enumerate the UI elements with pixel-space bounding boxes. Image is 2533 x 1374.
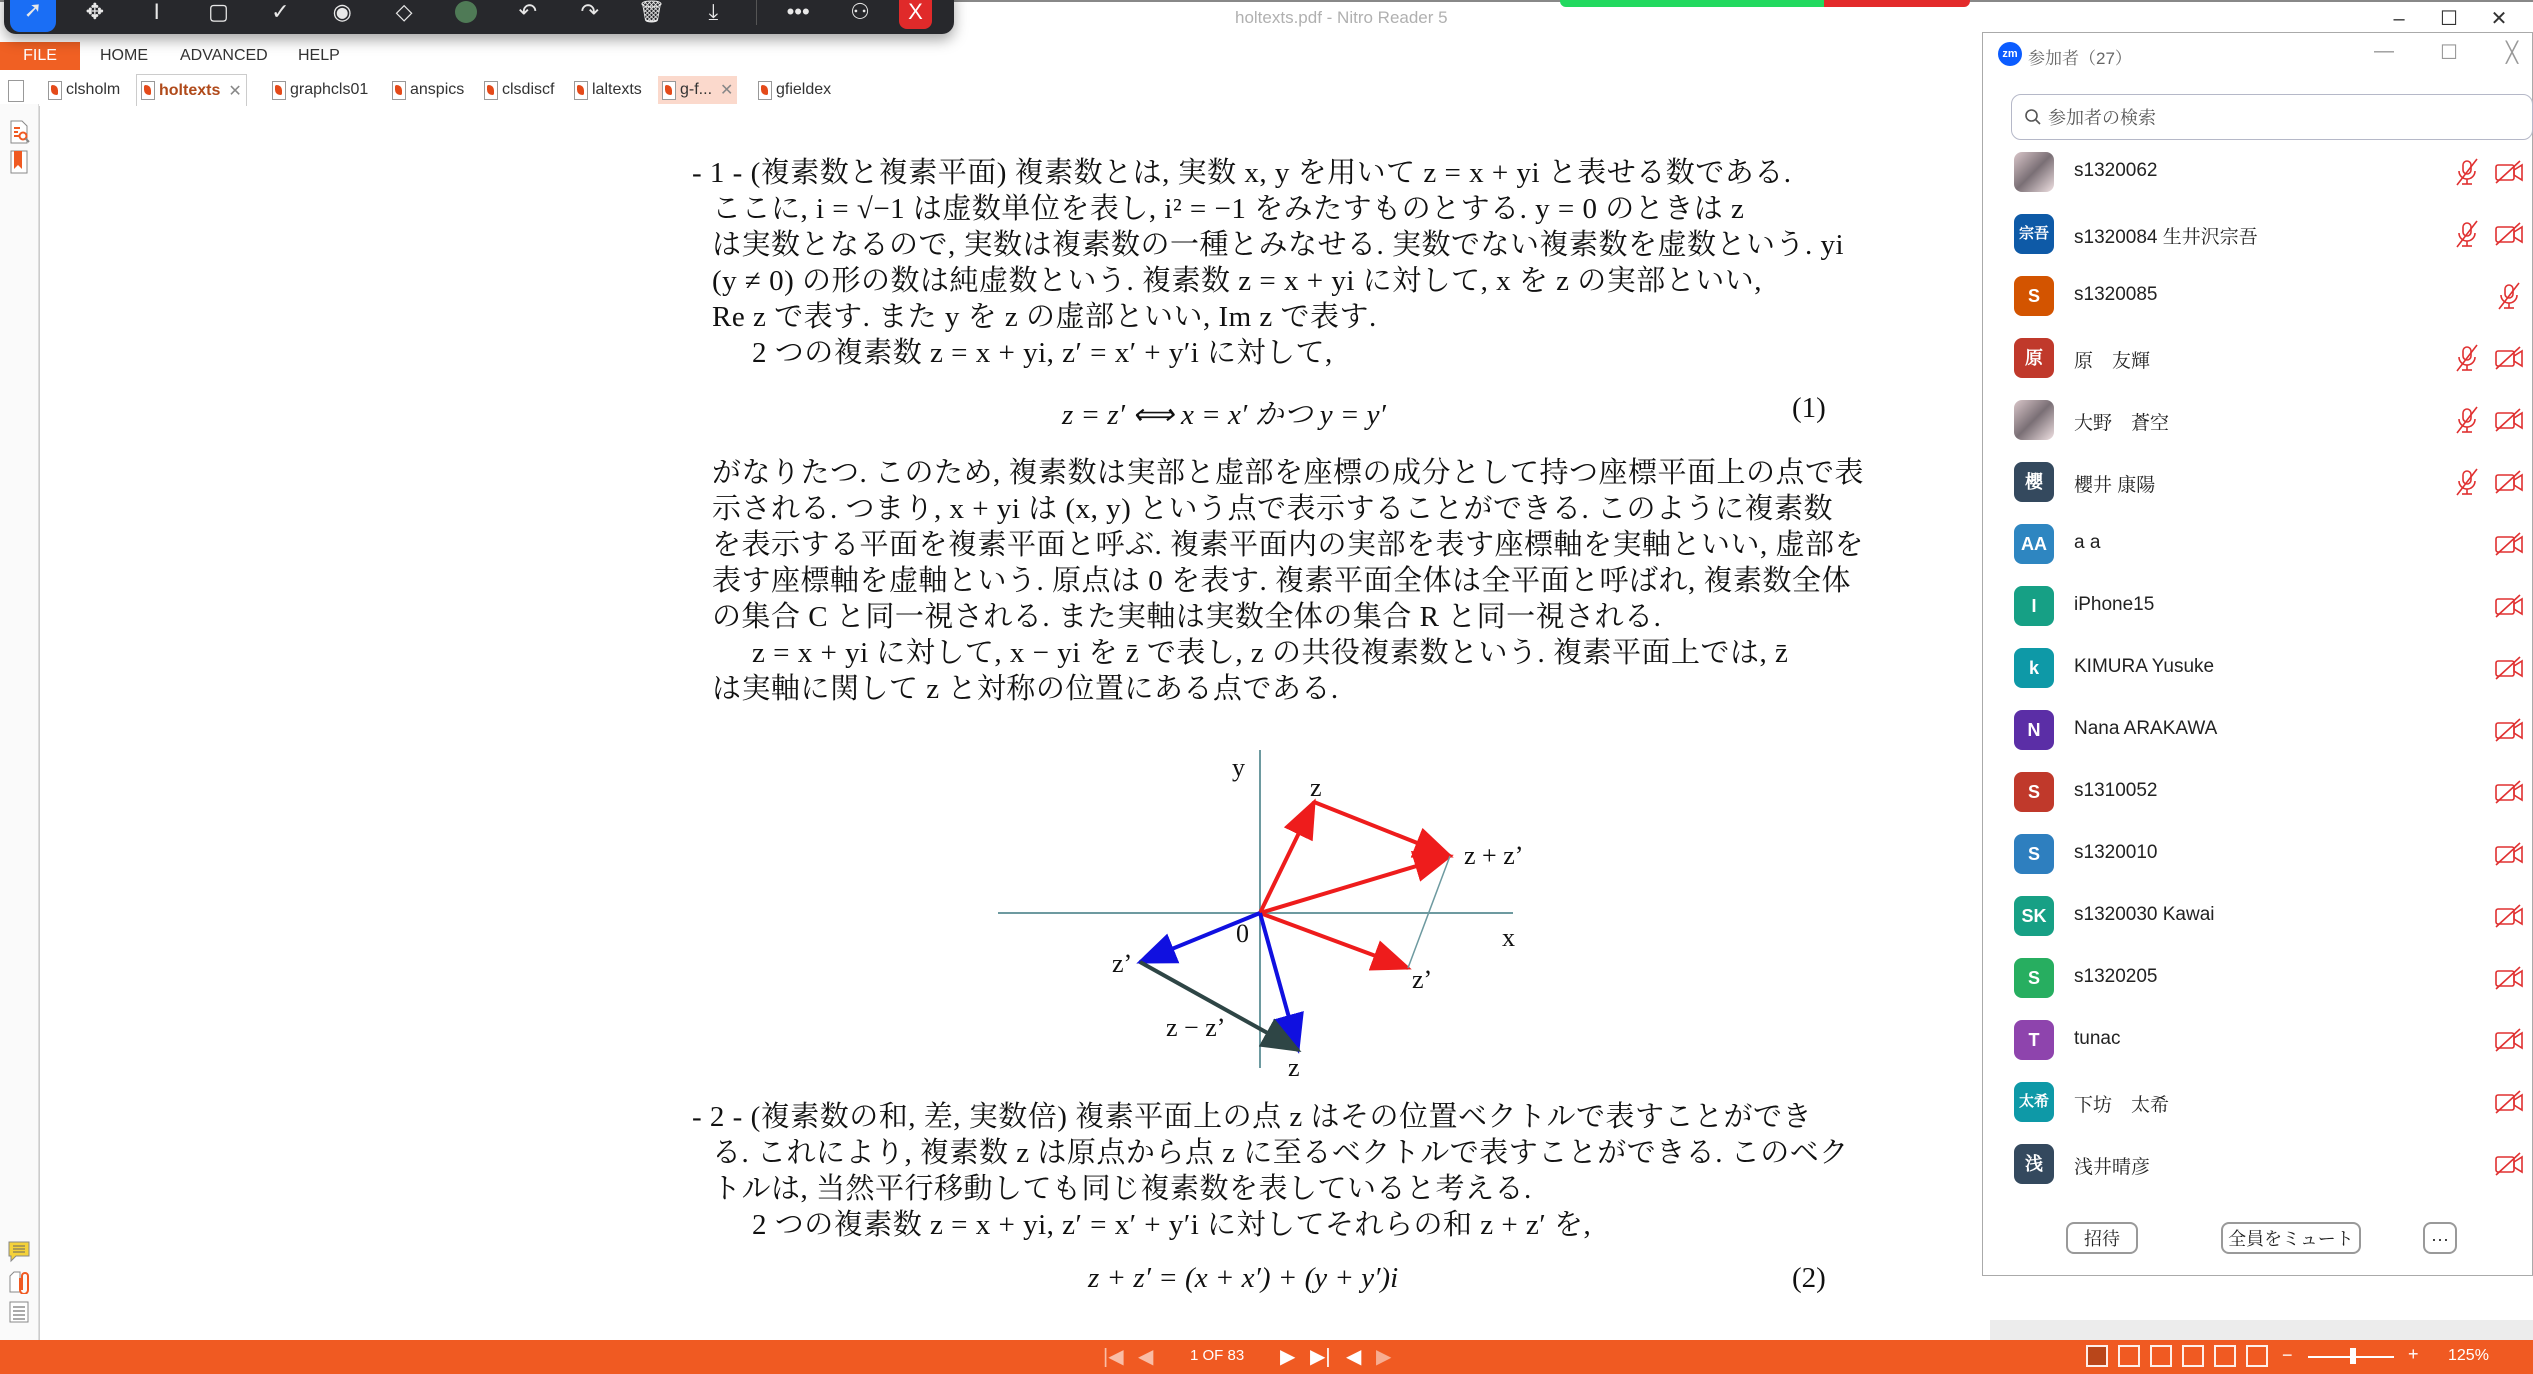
doc-text-line: を表示する平面を複素平面と呼ぶ. 複素平面内の実部を表す座標軸を実軸といい, 虚部を bbox=[712, 529, 1865, 561]
checkmark-stamp-icon[interactable]: ✓ bbox=[271, 0, 290, 24]
doc-text-line: (y ≠ 0) の形の数は純虚数という. 複素数 z = x + yi に対して, x を z の実部といい, bbox=[712, 265, 1762, 297]
pdf-file-icon bbox=[272, 81, 286, 100]
participant-name: s1310052 bbox=[2074, 780, 2158, 801]
doc-tab-label: laltexts bbox=[592, 81, 642, 98]
video-off-icon[interactable] bbox=[2494, 904, 2524, 928]
ribbon-tab-home[interactable]: HOME bbox=[100, 47, 148, 64]
participant-row[interactable] bbox=[2014, 586, 2533, 648]
doc-tab-label: anspics bbox=[410, 81, 465, 98]
participant-name: 浅井晴彦 bbox=[2074, 1157, 2151, 1178]
mic-muted-icon[interactable] bbox=[2454, 468, 2480, 496]
doc-tab-label: graphcls01 bbox=[290, 81, 369, 98]
avatar bbox=[2014, 400, 2054, 440]
trash-icon[interactable]: 🗑 bbox=[637, 0, 666, 24]
panel-maximize-button[interactable]: ☐ bbox=[2440, 42, 2458, 64]
left-icon-rail bbox=[0, 104, 39, 1340]
close-icon[interactable]: ✕ bbox=[228, 82, 242, 100]
screen-share-indicator-red bbox=[1824, 0, 1970, 7]
participant-row[interactable] bbox=[2014, 648, 2533, 710]
search-placeholder: 参加者の検索 bbox=[2048, 108, 2156, 128]
participant-row[interactable] bbox=[2014, 896, 2533, 958]
invite-button[interactable]: 招待 bbox=[2066, 1222, 2138, 1254]
avatar: 原 bbox=[2014, 338, 2054, 378]
label-z-prime-right: z’ bbox=[1412, 965, 1433, 994]
doc-tab-label: gfieldex bbox=[776, 81, 832, 98]
undo-icon[interactable]: ↶ bbox=[518, 0, 538, 24]
page-list-icon[interactable] bbox=[8, 1300, 30, 1324]
video-off-icon[interactable] bbox=[2494, 408, 2524, 432]
participant-row[interactable] bbox=[2014, 338, 2533, 400]
avatar: T bbox=[2014, 1020, 2054, 1060]
participant-row[interactable] bbox=[2014, 710, 2533, 772]
participant-name: s1320085 bbox=[2074, 284, 2158, 305]
equation-1-number: (1) bbox=[1792, 392, 1826, 424]
avatar: S bbox=[2014, 834, 2054, 874]
facing-continuous-view-icon[interactable] bbox=[2182, 1345, 2204, 1367]
video-off-icon[interactable] bbox=[2494, 1152, 2524, 1176]
doc-tab-clsholm[interactable] bbox=[44, 76, 124, 104]
next-page-button[interactable]: ▶ bbox=[1280, 1346, 1296, 1368]
avatar: SK bbox=[2014, 896, 2054, 936]
more-options-icon[interactable]: ••• bbox=[786, 0, 810, 24]
close-annotation-button[interactable]: X bbox=[899, 0, 932, 29]
participant-row[interactable] bbox=[2014, 462, 2533, 524]
eraser-icon[interactable]: ◇ bbox=[395, 0, 413, 24]
avatar: 太希 bbox=[2014, 1082, 2054, 1122]
pdf-file-icon bbox=[392, 81, 406, 100]
participant-row[interactable] bbox=[2014, 276, 2533, 338]
doc-tab-clsdiscf[interactable] bbox=[480, 76, 558, 104]
doc-text-line: は実軸に関して z と対称の位置にある点である. bbox=[712, 673, 1339, 705]
doc-text-line: 2 つの複素数 z = x + yi, z′ = x′ + y′i に対して, bbox=[752, 337, 1333, 369]
equation-1: z = z′ ⟺ x = x′ かつ y = y′ bbox=[1062, 399, 1386, 431]
video-off-icon[interactable] bbox=[2494, 1028, 2524, 1052]
participant-name: Nana ARAKAWA bbox=[2074, 718, 2218, 739]
doc-text-line: 示される. つまり, x + yi は (x, y) という点で表示することができる. このように複素数 bbox=[712, 493, 1833, 525]
doc-text-line: 表す座標軸を虚軸という. 原点は 0 を表す. 複素平面全体は全平面と呼ばれ, 複素数全体 bbox=[712, 565, 1852, 597]
move-tool-icon[interactable]: ✥ bbox=[85, 0, 104, 24]
participant-name: iPhone15 bbox=[2074, 594, 2155, 615]
panel-close-button[interactable]: ╳ bbox=[2506, 42, 2519, 64]
doc-text-line: ここに, i = √−1 は虚数単位を表し, i² = −1 をみたすものとする. y = 0 のときは z bbox=[712, 193, 1745, 225]
doc-tab-label: g-f... bbox=[680, 81, 713, 98]
annotator-participants-icon[interactable]: ⚇ bbox=[850, 0, 870, 24]
avatar: N bbox=[2014, 710, 2054, 750]
window-title: holtexts.pdf - Nitro Reader 5 bbox=[1235, 8, 1448, 27]
presentation-view-icon[interactable] bbox=[2246, 1345, 2268, 1367]
zoom-logo-icon: zm bbox=[1998, 42, 2022, 66]
zoom-slider-handle[interactable] bbox=[2350, 1348, 2356, 1364]
doc-text-line: z = x + yi に対して, x − yi を z̄ で表し, z の共役複素数という. 複素平面上では, z̄ bbox=[752, 637, 1789, 669]
video-off-icon[interactable] bbox=[2494, 656, 2524, 680]
doc-text-line: トルは, 当然平行移動しても同じ複素数を表していると考える. bbox=[712, 1173, 1532, 1205]
avatar: S bbox=[2014, 772, 2054, 812]
avatar bbox=[2014, 152, 2054, 192]
cover-view-icon[interactable] bbox=[2214, 1345, 2236, 1367]
equation-2: z + z′ = (x + x′) + (y + y′)i bbox=[1088, 1262, 1399, 1294]
toolbar-divider bbox=[756, 0, 757, 25]
label-y: y bbox=[1232, 753, 1245, 782]
color-picker-icon[interactable] bbox=[443, 0, 489, 32]
search-icon bbox=[2024, 108, 2042, 126]
first-page-button[interactable]: |◀ bbox=[1103, 1346, 1124, 1368]
horizontal-scroll-strip[interactable] bbox=[1990, 1320, 2533, 1340]
label-z-minus: z − z’ bbox=[1166, 1013, 1226, 1042]
screen-share-indicator-green bbox=[1560, 0, 1824, 7]
participant-search-input[interactable] bbox=[2011, 94, 2533, 140]
zoom-out-button[interactable]: − bbox=[2282, 1345, 2293, 1365]
video-off-icon[interactable] bbox=[2494, 594, 2524, 618]
participant-name: s1320030 Kawai bbox=[2074, 904, 2215, 925]
participant-name: s1320205 bbox=[2074, 966, 2158, 987]
participant-name: tunac bbox=[2074, 1028, 2121, 1049]
zoom-level: 125% bbox=[2448, 1347, 2489, 1364]
participant-name: s1320010 bbox=[2074, 842, 2158, 863]
bookmark-icon[interactable] bbox=[8, 150, 30, 174]
navigation-panel bbox=[39, 106, 529, 1340]
mic-muted-icon[interactable] bbox=[2496, 282, 2522, 310]
rectangle-tool-icon[interactable]: ▢ bbox=[208, 0, 229, 24]
avatar: 浅 bbox=[2014, 1144, 2054, 1184]
pdf-file-icon bbox=[574, 81, 588, 100]
label-z-prime-left: z’ bbox=[1112, 949, 1133, 978]
pdf-file-icon bbox=[48, 81, 62, 100]
select-tool-icon[interactable]: ➚ bbox=[10, 0, 56, 32]
participant-name: 櫻井 康陽 bbox=[2074, 475, 2156, 496]
avatar: k bbox=[2014, 648, 2054, 688]
participant-row[interactable] bbox=[2014, 152, 2533, 214]
doc-tab-label: clsholm bbox=[66, 81, 121, 98]
label-z-bottom: z bbox=[1288, 1053, 1300, 1080]
ribbon-file-tab[interactable]: FILE bbox=[0, 42, 80, 70]
single-page-view-icon[interactable] bbox=[2086, 1345, 2108, 1367]
label-origin: 0 bbox=[1236, 919, 1249, 948]
pdf-file-icon bbox=[484, 81, 498, 100]
mic-muted-icon[interactable] bbox=[2454, 220, 2480, 248]
more-options-button[interactable]: ··· bbox=[2423, 1222, 2457, 1254]
doc-text-line: - 2 - (複素数の和, 差, 実数倍) 複素平面上の点 z はその位置ベクトルで表すことができ bbox=[692, 1101, 1813, 1133]
comments-icon[interactable] bbox=[8, 1240, 30, 1264]
doc-tab-label: holtexts bbox=[159, 81, 221, 99]
video-off-icon[interactable] bbox=[2494, 470, 2524, 494]
prev-page-button[interactable]: ◀ bbox=[1138, 1346, 1154, 1368]
doc-text-line: の集合 C と同一視される. また実軸は実数全体の集合 R と同一視される. bbox=[712, 601, 1662, 633]
participant-name: a a bbox=[2074, 532, 2101, 553]
doc-text-line: る. これにより, 複素数 z は原点から点 z に至るベクトルで表すことができる. このベク bbox=[712, 1137, 1849, 1169]
pdf-file-icon bbox=[662, 81, 676, 100]
participant-row[interactable] bbox=[2014, 214, 2533, 276]
doc-tab-label: clsdiscf bbox=[502, 81, 555, 98]
mic-muted-icon[interactable] bbox=[2454, 344, 2480, 372]
avatar: S bbox=[2014, 958, 2054, 998]
doc-tab-holtexts[interactable] bbox=[136, 74, 247, 106]
avatar: I bbox=[2014, 586, 2054, 626]
continuous-view-icon[interactable] bbox=[2118, 1345, 2140, 1367]
window-close-button[interactable]: ✕ bbox=[2490, 8, 2508, 30]
video-off-icon[interactable] bbox=[2494, 966, 2524, 990]
participant-name: 下坊 太希 bbox=[2074, 1095, 2170, 1116]
complex-plane-diagram bbox=[988, 740, 1548, 1080]
window-maximize-button[interactable]: ☐ bbox=[2440, 8, 2458, 30]
ribbon-tab-advanced[interactable]: ADVANCED bbox=[180, 47, 268, 64]
redo-icon[interactable]: ↷ bbox=[580, 0, 599, 24]
video-off-icon[interactable] bbox=[2494, 718, 2524, 742]
participant-row[interactable] bbox=[2014, 1144, 2533, 1206]
video-off-icon[interactable] bbox=[2494, 842, 2524, 866]
video-off-icon[interactable] bbox=[2494, 346, 2524, 370]
previous-view-button[interactable]: ◀ bbox=[1346, 1346, 1362, 1368]
last-page-button[interactable]: ▶| bbox=[1310, 1346, 1331, 1368]
doc-tab-laltexts[interactable] bbox=[570, 76, 646, 104]
video-off-icon[interactable] bbox=[2494, 532, 2524, 556]
label-x: x bbox=[1502, 923, 1515, 952]
participant-row[interactable] bbox=[2014, 1020, 2533, 1082]
zoom-in-button[interactable]: + bbox=[2408, 1344, 2419, 1364]
video-off-icon[interactable] bbox=[2494, 160, 2524, 184]
equation-2-number: (2) bbox=[1792, 1262, 1826, 1294]
participant-name: 原 友輝 bbox=[2074, 351, 2151, 372]
save-download-icon[interactable]: ⤓ bbox=[708, 0, 719, 24]
document-search-icon[interactable] bbox=[8, 120, 30, 144]
participant-name: s1320062 bbox=[2074, 160, 2158, 181]
page-indicator[interactable]: 1 OF 83 bbox=[1190, 1347, 1245, 1364]
ribbon-tab-help[interactable]: HELP bbox=[298, 47, 340, 64]
doc-tab-anspics[interactable] bbox=[388, 76, 468, 104]
avatar: AA bbox=[2014, 524, 2054, 564]
next-view-button[interactable]: ▶ bbox=[1376, 1346, 1392, 1368]
panel-minimize-button[interactable]: — bbox=[2374, 40, 2394, 62]
participant-row[interactable] bbox=[2014, 1082, 2533, 1144]
mute-all-button[interactable]: 全員をミュート bbox=[2221, 1222, 2361, 1254]
doc-tab-g-f[interactable] bbox=[658, 76, 737, 104]
annotation-toolbar bbox=[4, 0, 954, 34]
participant-name: 大野 蒼空 bbox=[2074, 413, 2170, 434]
participant-name: s1320084 生井沢宗吾 bbox=[2074, 227, 2258, 248]
video-off-icon[interactable] bbox=[2494, 1090, 2524, 1114]
avatar: 宗吾 bbox=[2014, 214, 2054, 254]
avatar: 櫻 bbox=[2014, 462, 2054, 502]
doc-text-line: 2 つの複素数 z = x + yi, z′ = x′ + y′i に対してそれらの和 z + z′ を, bbox=[752, 1209, 1592, 1241]
mic-muted-icon[interactable] bbox=[2454, 406, 2480, 434]
video-off-icon[interactable] bbox=[2494, 222, 2524, 246]
label-z-top: z bbox=[1310, 773, 1322, 802]
doc-tab-gfieldex[interactable] bbox=[754, 76, 835, 104]
participant-row[interactable] bbox=[2014, 524, 2533, 586]
doc-text-line: がなりたつ. このため, 複素数は実部と虚部を座標の成分として持つ座標平面上の点で表 bbox=[712, 457, 1865, 489]
participant-row[interactable] bbox=[2014, 834, 2533, 896]
mic-muted-icon[interactable] bbox=[2454, 158, 2480, 186]
text-tool-icon[interactable]: I bbox=[153, 0, 160, 24]
doc-text-line: - 1 - (複素数と複素平面) 複素数とは, 実数 x, y を用いて z = x + yi と表せる数である. bbox=[692, 157, 1792, 189]
avatar: S bbox=[2014, 276, 2054, 316]
participant-row[interactable] bbox=[2014, 958, 2533, 1020]
facing-view-icon[interactable] bbox=[2150, 1345, 2172, 1367]
participants-title: 参加者（27） bbox=[2028, 49, 2132, 68]
spotlight-icon[interactable]: ◉ bbox=[332, 0, 352, 24]
participant-row[interactable] bbox=[2014, 400, 2533, 462]
participant-row[interactable] bbox=[2014, 772, 2533, 834]
window-minimize-button[interactable]: ‒ bbox=[2393, 8, 2405, 30]
doc-text-line: Re z で表す. また y を z の虚部といい, Im z で表す. bbox=[712, 301, 1377, 333]
tab-list-icon[interactable] bbox=[8, 80, 24, 102]
doc-text-line: は実数となるので, 実数は複素数の一種とみなせる. 実数でない複素数を虚数という. yi bbox=[712, 229, 1845, 261]
pdf-file-icon bbox=[141, 81, 155, 100]
attachment-icon[interactable] bbox=[8, 1270, 30, 1294]
doc-tab-graphcls01[interactable] bbox=[268, 76, 372, 104]
pdf-file-icon bbox=[758, 81, 772, 100]
video-off-icon[interactable] bbox=[2494, 780, 2524, 804]
close-icon[interactable]: ✕ bbox=[720, 82, 734, 99]
label-z-plus: z + z’ bbox=[1464, 841, 1524, 870]
participant-name: KIMURA Yusuke bbox=[2074, 656, 2215, 677]
